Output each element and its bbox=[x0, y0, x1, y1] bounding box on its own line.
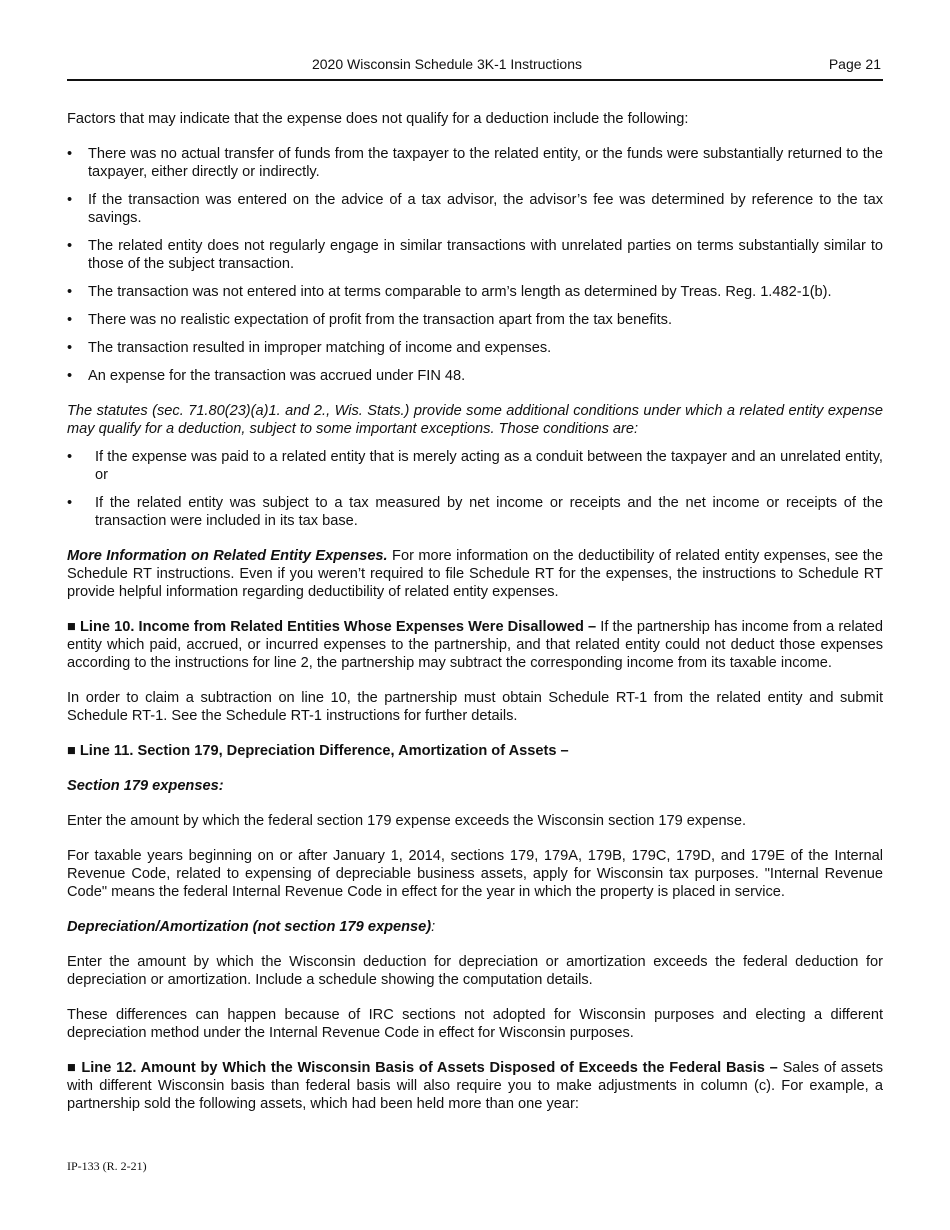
line10-subtraction-paragraph: In order to claim a subtraction on line 10, the partnership must obtain Schedule RT-1 from the related entity and submit Schedule RT-1. See the Schedule RT-1 instructions for further details. bbox=[67, 690, 883, 724]
bullet-icon: • bbox=[67, 146, 73, 162]
bullet-icon: • bbox=[67, 368, 73, 384]
page-header bbox=[67, 55, 883, 81]
list-item: • If the related entity was subject to a tax measured by net income or receipts and the net income or receipts of the transaction were included in its tax base. bbox=[67, 495, 883, 529]
bullet-icon: • bbox=[67, 284, 73, 300]
line10-paragraph: ■ Line 10. Income from Related Entities Whose Expenses Were Disallowed – If the partnership has income from a related entity which paid, accrued, or incurred expenses to the partnership, and that related entity could not deduct those expenses according to the instructions for line 2, the partnership may subtract the corresponding income from its taxable income. bbox=[67, 619, 883, 671]
depreciation-paragraph-2: These differences can happen because of IRC sections not adopted for Wisconsin purposes and electing a different depreciation method under the Internal Revenue Code in effect for Wisconsin purposes. bbox=[67, 1007, 883, 1041]
list-item: • An expense for the transaction was accrued under FIN 48. bbox=[67, 368, 466, 384]
bullet-icon: • bbox=[67, 192, 73, 208]
bullet-icon: • bbox=[67, 340, 73, 356]
list-item: • If the expense was paid to a related entity that is merely acting as a conduit between the taxpayer and an unrelated entity, or bbox=[67, 449, 883, 483]
document-title: 2020 Wisconsin Schedule 3K-1 Instructions bbox=[311, 56, 583, 72]
more-info-paragraph: More Information on Related Entity Expenses. For more information on the deductibility of related entity expenses, see the Schedule RT instructions. Even if you weren’t required to file Schedule RT for the expenses, the instructions to Schedule RT provide helpful information regarding deductibility of related entity expenses. bbox=[67, 548, 883, 600]
bullet-icon: • bbox=[67, 312, 73, 328]
list-item: • The transaction resulted in improper matching of income and expenses. bbox=[67, 340, 552, 356]
section179-paragraph-2: For taxable years beginning on or after January 1, 2014, sections 179, 179A, 179B, 179C, 179D, and 179E of the Internal Revenue Code, related to expensing of depreciable business assets, apply for Wisconsin tax purposes. "Internal Revenue Code" means the federal Internal Revenue Code in effect for the year in which the property is placed in service. bbox=[67, 848, 883, 900]
depreciation-heading: Depreciation/Amortization (not section 179 expense): bbox=[67, 919, 436, 935]
factors-intro: Factors that may indicate that the expense does not qualify for a deduction include the following: bbox=[67, 111, 689, 127]
list-item: • There was no actual transfer of funds from the taxpayer to the related entity, or the funds were substantially returned to the taxpayer, either directly or indirectly. bbox=[67, 146, 883, 180]
bullet-icon: • bbox=[67, 449, 73, 465]
conditions-list bbox=[67, 448, 883, 530]
list-item: • The related entity does not regularly engage in similar transactions with unrelated parties on terms substantially similar to those of the subject transaction. bbox=[67, 238, 883, 272]
page-content bbox=[67, 110, 883, 1113]
line12-paragraph: ■ Line 12. Amount by Which the Wisconsin Basis of Assets Disposed of Exceeds the Federal Basis – Sales of assets with different Wisconsin basis than federal basis will also require you to make adjustments in column (c). For example, a partnership sold the following assets, which had been held more than one year: bbox=[67, 1060, 883, 1112]
statutes-paragraph: The statutes (sec. 71.80(23)(a)1. and 2., Wis. Stats.) provide some additional conditions under which a related entity expense may qualify for a deduction, subject to some important exceptions. Those conditions are: bbox=[67, 403, 883, 437]
list-item: • The transaction was not entered into at terms comparable to arm’s length as determined by Treas. Reg. 1.482-1(b). bbox=[67, 284, 832, 300]
more-info-heading: More Information on Related Entity Expenses. bbox=[67, 548, 388, 564]
section179-paragraph-1: Enter the amount by which the federal section 179 expense exceeds the Wisconsin section 179 expense. bbox=[67, 813, 747, 829]
list-item: • If the transaction was entered on the advice of a tax advisor, the advisor’s fee was determined by reference to the tax savings. bbox=[67, 192, 883, 226]
form-footer: IP-133 (R. 2-21) bbox=[67, 1159, 147, 1173]
bullet-icon: • bbox=[67, 495, 73, 511]
line11-heading: ■ Line 11. Section 179, Depreciation Difference, Amortization of Assets – bbox=[67, 743, 569, 759]
page-number: Page 21 bbox=[828, 56, 881, 72]
line12-heading: ■ Line 12. Amount by Which the Wisconsin Basis of Assets Disposed of Exceeds the Federal Basis – bbox=[67, 1060, 778, 1076]
section179-heading: Section 179 expenses: bbox=[67, 778, 224, 794]
line10-heading: ■ Line 10. Income from Related Entities Whose Expenses Were Disallowed – bbox=[67, 619, 597, 635]
list-item: • There was no realistic expectation of profit from the transaction apart from the tax benefits. bbox=[67, 312, 673, 328]
factors-list bbox=[67, 145, 883, 385]
bullet-icon: • bbox=[67, 238, 73, 254]
depreciation-paragraph-1: Enter the amount by which the Wisconsin deduction for depreciation or amortization exceeds the federal deduction for depreciation or amortization. Include a schedule showing the computation details. bbox=[67, 954, 883, 988]
